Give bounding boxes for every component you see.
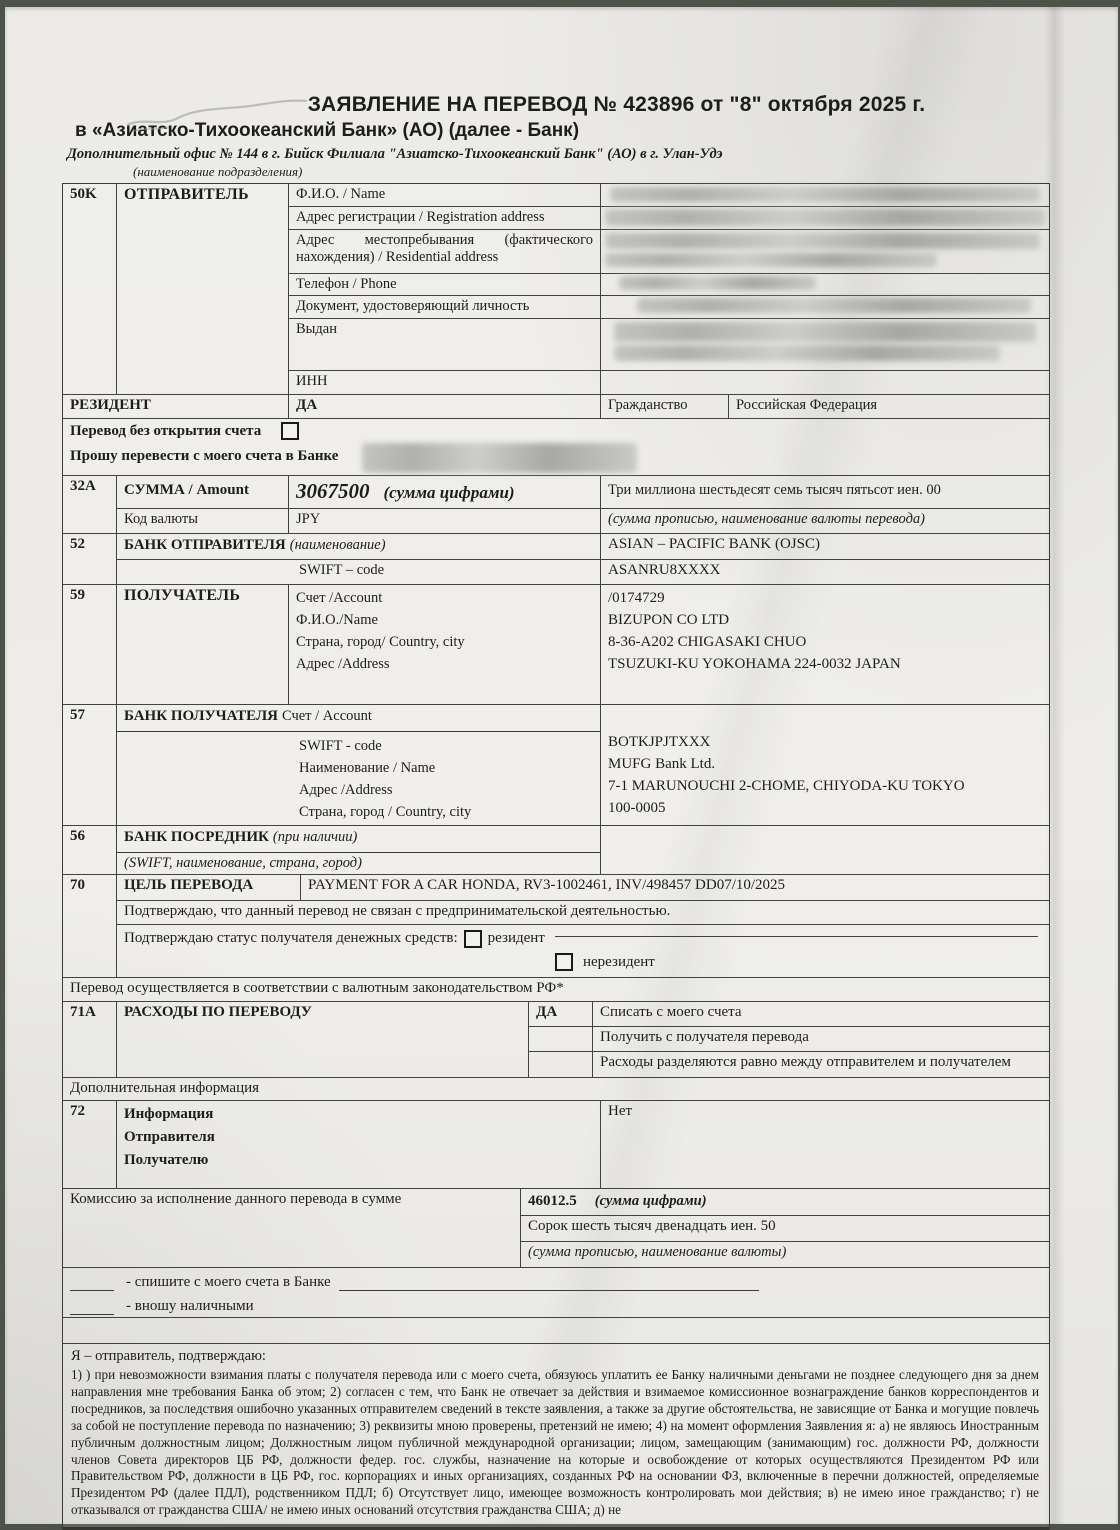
charges-option-beneficiary: Получить с получателя перевода: [600, 1029, 809, 1045]
sender-bank-name: ASIAN – PACIFIC BANK (OJSC): [608, 536, 820, 552]
currency-code-label: Код валюты: [117, 509, 289, 533]
commission-words-caption: (сумма прописью, наименование валюты): [528, 1244, 787, 1260]
beneficiary-bank-country-label: Страна, город / Country, city: [299, 804, 472, 820]
beneficiary-bank-address-value: 7-1 MARUNOUCHI 2-CHOME, CHIYODA-KU TOKYO: [608, 778, 965, 794]
field-code-72: 72: [63, 1101, 117, 1188]
office-caption: (наименование подразделения): [133, 164, 303, 179]
intermediary-bank-value: [601, 826, 1049, 874]
sender-field-issued-value: [601, 319, 1049, 370]
office-line: Дополнительный офис № 144 в г. Бийск Филиала "Азиатско-Тихоокеанский Банк" (АО) в г. Улан-Удэ: [67, 146, 723, 162]
confirmation-text: 1) ) при невозможности взимания платы с получателя перевода или с моего счета, обязуюсь уплатить ее Банку наличными деньгами не позднее следующего дня за днем направления мне требования Банка об этом; 2) согласен с тем, что Банк не отвечает за действия и взимаемое комиссионное вознаграждение банков корреспондентов и посредников, за последствия ошибочно указанных отправителем сведений в тексте заявления, а также за другие обстоятельства, не зависящие от Банка и могущие повлечь за собой не поступление перевода по назначению; 3) реквизиты мною проверены, претензий не имею; 4) на момент оформления Заявления я: а) не являюсь Иностранным публичным должностным лицом; Должностным лицом публичной международной организации; лицом, замещающим (занимающим) гос. должности РФ, должности членов Совета директоров ЦБ РФ, должности федер. гос. службы, назначение на которые и освобождение от которых осуществляются Президентом РФ или Правительством РФ, должности в ЦБ РФ, гос. корпорациях и иных организациях, созданных РФ на основании ФЗ, включенные в перечни должностей, определяемые Президентом РФ (далее ПДЛ), родственником ПДЛ; б) Отсутствует лицо, имеющее возможность контролировать мои действия; в) не имею иное гражданство; г) не отказывался от гражданства США/ не имею иных оснований отсутствия гражданства США; д) не: [71, 1367, 1039, 1518]
beneficiary-label: [117, 585, 289, 704]
currency-code-value: JPY: [289, 509, 601, 533]
beneficiary-name-value: BIZUPON CO LTD: [608, 612, 730, 628]
no-account-label: Перевод без открытия счета: [70, 423, 262, 439]
beneficiary-bank-values: [601, 705, 1049, 825]
field-code-50k: 50K: [63, 184, 117, 394]
sender-section-label: [117, 184, 289, 394]
charges-option-debit-sender: Списать с моего счета: [600, 1004, 742, 1020]
section-32a-amount: [63, 476, 1049, 534]
beneficiary-country-label: Страна, город/ Country, city: [296, 634, 465, 650]
section-57-beneficiary-bank: [63, 705, 1049, 826]
confirmation-section: [63, 1344, 1049, 1529]
commission-digits: 46012.5: [528, 1193, 577, 1209]
section-50k-sender: [63, 184, 1049, 395]
sender-field-name-value: [601, 184, 1049, 206]
redacted-value: [362, 443, 637, 473]
pencil-scribble: [123, 91, 313, 139]
rule-line: [555, 936, 1038, 937]
commission-section: [63, 1189, 1049, 1268]
beneficiary-bank-name-label: Наименование / Name: [299, 760, 436, 776]
form-title: ЗАЯВЛЕНИЕ НА ПЕРЕВОД № 423896 от "8" октября 2025 г.: [307, 93, 926, 116]
resident-value: ДА: [289, 395, 601, 418]
info72-label-line3: Получателю: [124, 1152, 209, 1168]
sender-bank-label: БАНК ОТПРАВИТЕЛЯ: [124, 537, 286, 553]
purpose-confirm-business: Подтверждаю, что данный перевод не связан с предпринимательской деятельностью.: [124, 903, 671, 919]
beneficiary-country-value: 8-36-A202 CHIGASAKI CHUO: [608, 634, 807, 650]
field-code-56: 56: [63, 826, 117, 874]
section-56-intermediary-bank: [63, 826, 1049, 875]
field-code-52: 52: [63, 534, 117, 584]
commission-opt-cash: - вношу наличными: [126, 1298, 254, 1314]
field-code-70: 70: [63, 875, 117, 977]
charges-yes-value: ДА: [529, 1002, 593, 1026]
section-72-info: [63, 1101, 1049, 1189]
sender-field-regaddress-value: [601, 207, 1049, 229]
beneficiary-label-text: ПОЛУЧАТЕЛЬ: [124, 587, 241, 604]
commission-debit-row: [63, 1268, 1049, 1293]
sender-field-iddoc-value: [601, 296, 1049, 318]
section-70-purpose: [63, 875, 1049, 978]
bank-name-line: в «Азиатско-Тихоокеанский Банк» (АО) (далее - Банк): [75, 120, 580, 141]
beneficiary-bank-address-label: Адрес /Address: [299, 782, 393, 798]
redacted-value: [605, 253, 937, 267]
amount-digits-caption: (сумма цифрами): [383, 483, 515, 502]
sender-field-inn-value: [601, 371, 1049, 394]
redacted-value: [614, 322, 1035, 342]
charges-empty-cell: [529, 1052, 593, 1077]
resident-row: [63, 395, 1049, 419]
beneficiary-values: [601, 585, 1049, 704]
transfer-form-table: [62, 183, 1050, 1530]
sender-label-text: ОТПРАВИТЕЛЬ: [124, 186, 249, 203]
field-code-57: 57: [63, 705, 117, 825]
redacted-value: [619, 276, 816, 290]
law-compliance-text: Перевод осуществляется в соответствии с валютным законодательством РФ*: [70, 980, 564, 996]
redacted-value: [610, 187, 1040, 202]
amount-words-caption: (сумма прописью, наименование валюты перевода): [608, 511, 926, 527]
sender-bank-label-cell: [117, 534, 601, 559]
sender-field-resaddress-label: Адрес местопребывания (фактического нахождения) / Residential address: [289, 230, 601, 273]
sender-bank-label-note: (наименование): [289, 537, 386, 553]
additional-info-label: Дополнительная информация: [70, 1080, 260, 1096]
field-code-59: 59: [63, 585, 117, 704]
blank-line: [70, 1274, 114, 1291]
beneficiary-bank-swift-value: BOTKJPJTXXX: [608, 734, 711, 750]
field-code-32a: 32A: [63, 476, 117, 533]
info72-label-line2: Отправителя: [124, 1129, 215, 1145]
section-59-beneficiary: [63, 585, 1049, 705]
info72-label: [117, 1101, 601, 1188]
section-71a-charges: [63, 1002, 1049, 1078]
section-52-sender-bank: [63, 534, 1049, 585]
resident-label: РЕЗИДЕНТ: [63, 395, 289, 418]
blank-line: [70, 1298, 114, 1315]
commission-label: Комиссию за исполнение данного перевода в сумме: [63, 1189, 521, 1267]
redacted-value: [614, 345, 999, 361]
commission-digits-caption: (сумма цифрами): [594, 1193, 707, 1209]
beneficiary-bank-swift-label: SWIFT - code: [299, 738, 382, 754]
redacted-value: [637, 298, 1031, 313]
charges-empty-cell: [529, 1027, 593, 1051]
charges-label: РАСХОДЫ ПО ПЕРЕВОДУ: [117, 1002, 529, 1077]
purpose-value: PAYMENT FOR A CAR HONDA, RV3-1002461, INV/498457 DD07/10/2025: [308, 877, 786, 893]
beneficiary-bank-label: БАНК ПОЛУЧАТЕЛЯ: [124, 708, 278, 724]
blank-line: [339, 1274, 759, 1291]
beneficiary-field-labels: [289, 585, 601, 704]
law-compliance-row: [63, 978, 1049, 1002]
redacted-value: [605, 233, 1040, 249]
citizenship-label: Гражданство: [601, 395, 729, 418]
sender-field-regaddress-label: Адрес регистрации / Registration address: [289, 207, 601, 229]
sender-field-iddoc-label: Документ, удостоверяющий личность: [289, 296, 601, 318]
nonresident-checkbox: [555, 953, 573, 971]
from-account-label: Прошу перевести с моего счета в Банке: [70, 448, 339, 464]
sender-field-phone-label: Телефон / Phone: [289, 274, 601, 295]
purpose-label: ЦЕЛЬ ПЕРЕВОДА: [117, 875, 301, 900]
intermediary-bank-label: БАНК ПОСРЕДНИК: [124, 829, 269, 845]
charges-option-shared: Расходы разделяются равно между отправителем и получателем: [600, 1054, 1011, 1070]
no-account-checkbox: [281, 422, 299, 440]
info72-value: Нет: [608, 1103, 633, 1119]
resident-option-label: резидент: [487, 930, 545, 946]
additional-info-row: [63, 1078, 1049, 1101]
beneficiary-account-value: /0174729: [608, 590, 665, 606]
sender-bank-swift-label: SWIFT – code: [117, 560, 601, 584]
spacer-row: [63, 1318, 1049, 1344]
resident-checkbox: [464, 930, 482, 948]
redacted-value: [605, 209, 1044, 226]
sender-field-issued-label: Выдан: [289, 319, 601, 370]
field-code-71a: 71A: [63, 1002, 117, 1077]
commission-words: Сорок шесть тысяч двенадцать иен. 50: [528, 1218, 776, 1234]
beneficiary-bank-account-label: Счет / Account: [281, 708, 372, 724]
beneficiary-account-label: Счет /Account: [296, 590, 383, 606]
beneficiary-bank-country-value: 100-0005: [608, 800, 666, 816]
transfer-request-row: [63, 419, 1049, 476]
sender-field-inn-label: ИНН: [289, 371, 601, 394]
intermediary-bank-sub-note: (SWIFT, наименование, страна, город): [124, 855, 362, 871]
amount-label: СУММА / Amount: [117, 476, 289, 508]
amount-digits-cell: [289, 476, 601, 508]
beneficiary-address-label: Адрес /Address: [296, 656, 390, 672]
beneficiary-bank-field-labels: [117, 732, 600, 825]
beneficiary-bank-name-value: MUFG Bank Ltd.: [608, 756, 716, 772]
sender-bank-swift-value: ASANRU8XXXX: [608, 562, 721, 578]
commission-cash-row: [63, 1293, 1049, 1318]
intermediary-bank-label-note: (при наличии): [272, 829, 358, 845]
info72-label-line1: Информация: [124, 1106, 214, 1122]
amount-digits: 3067500: [296, 479, 370, 503]
sender-field-resaddress-value: [601, 230, 1049, 273]
citizenship-value: Российская Федерация: [736, 397, 878, 413]
sender-field-phone-value: [601, 274, 1049, 295]
nonresident-option-label: нерезидент: [583, 954, 655, 970]
beneficiary-bank-left: [117, 705, 601, 825]
beneficiary-name-label: Ф.И.О./Name: [296, 612, 378, 628]
intermediary-bank-left: [117, 826, 601, 874]
purpose-confirm-status: Подтверждаю статус получателя денежных средств:: [124, 930, 458, 946]
confirmation-intro: Я – отправитель, подтверждаю:: [71, 1348, 266, 1364]
commission-opt-debit: - спишите с моего счета в Банке: [126, 1274, 331, 1290]
sender-field-name-label: Ф.И.О. / Name: [289, 184, 601, 206]
amount-words: Три миллиона шестьдесят семь тысяч пятьсот иен. 00: [608, 482, 941, 498]
empty-cell: [63, 1318, 1049, 1343]
scanned-page: [5, 7, 1118, 1524]
beneficiary-address-value: TSUZUKI-KU YOKOHAMA 224-0032 JAPAN: [608, 656, 901, 672]
